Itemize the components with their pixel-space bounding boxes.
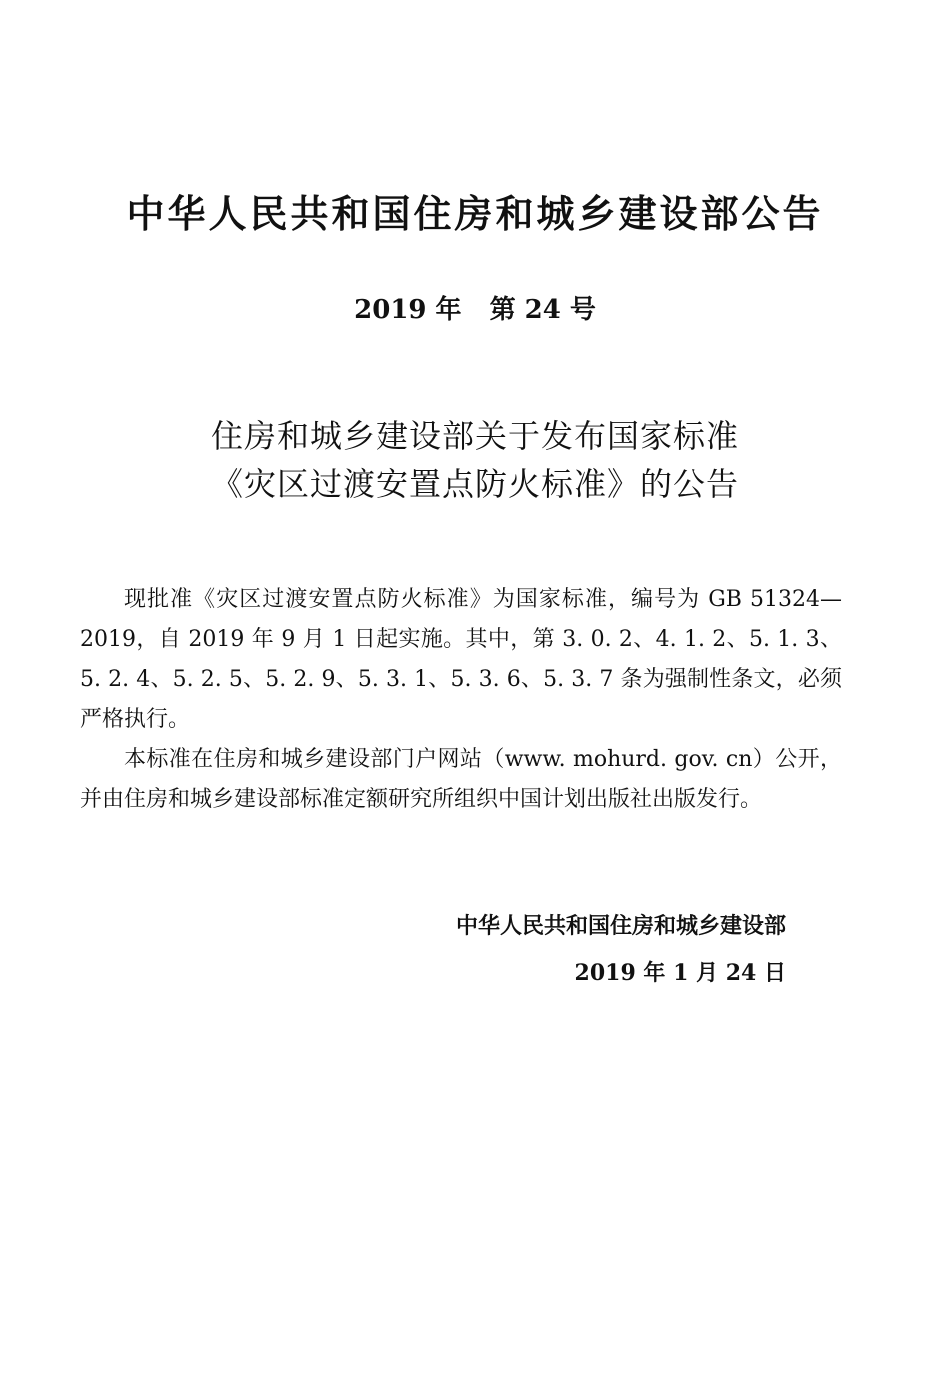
announcement-number [0, 292, 950, 328]
subtitle-line-1: 住房和城乡建设部关于发布国家标准 [210, 417, 739, 455]
issue-date: 2019 年 1 月 24 日 [574, 960, 786, 986]
announcement-issue: 第 24 号 [489, 295, 596, 325]
body-paragraph-2: 本标准在住房和城乡建设部门户网站（www. mohurd. gov. cn）公开，并由住房和城乡建设部标准定额研究所组织中国计划出版社出版发行。 [80, 747, 842, 812]
announcement-year: 2019 年 [354, 295, 462, 325]
issuing-authority: 中华人民共和国住房和城乡建设部 [455, 914, 786, 939]
signature-block [340, 908, 786, 992]
announcement-body [80, 580, 842, 820]
body-paragraph-1: 现批准《灾区过渡安置点防火标准》为国家标准，编号为 GB 51324—2019，自 2019 年 9 月 1 日起实施。其中，第 3. 0. 2、4. 1. 2、5. 1. 3、5. 2. 4、5. 2. 5、5. 2. 9、5. 3. 1、5. 3. 6、5. 3. 7 条为强制性条文，必须严格执行。 [80, 587, 842, 732]
announcement-subtitle [0, 412, 950, 508]
subtitle-line-2: 《灾区过渡安置点防火标准》的公告 [210, 465, 739, 503]
announcement-title: 中华人民共和国住房和城乡建设部公告 [126, 192, 824, 236]
